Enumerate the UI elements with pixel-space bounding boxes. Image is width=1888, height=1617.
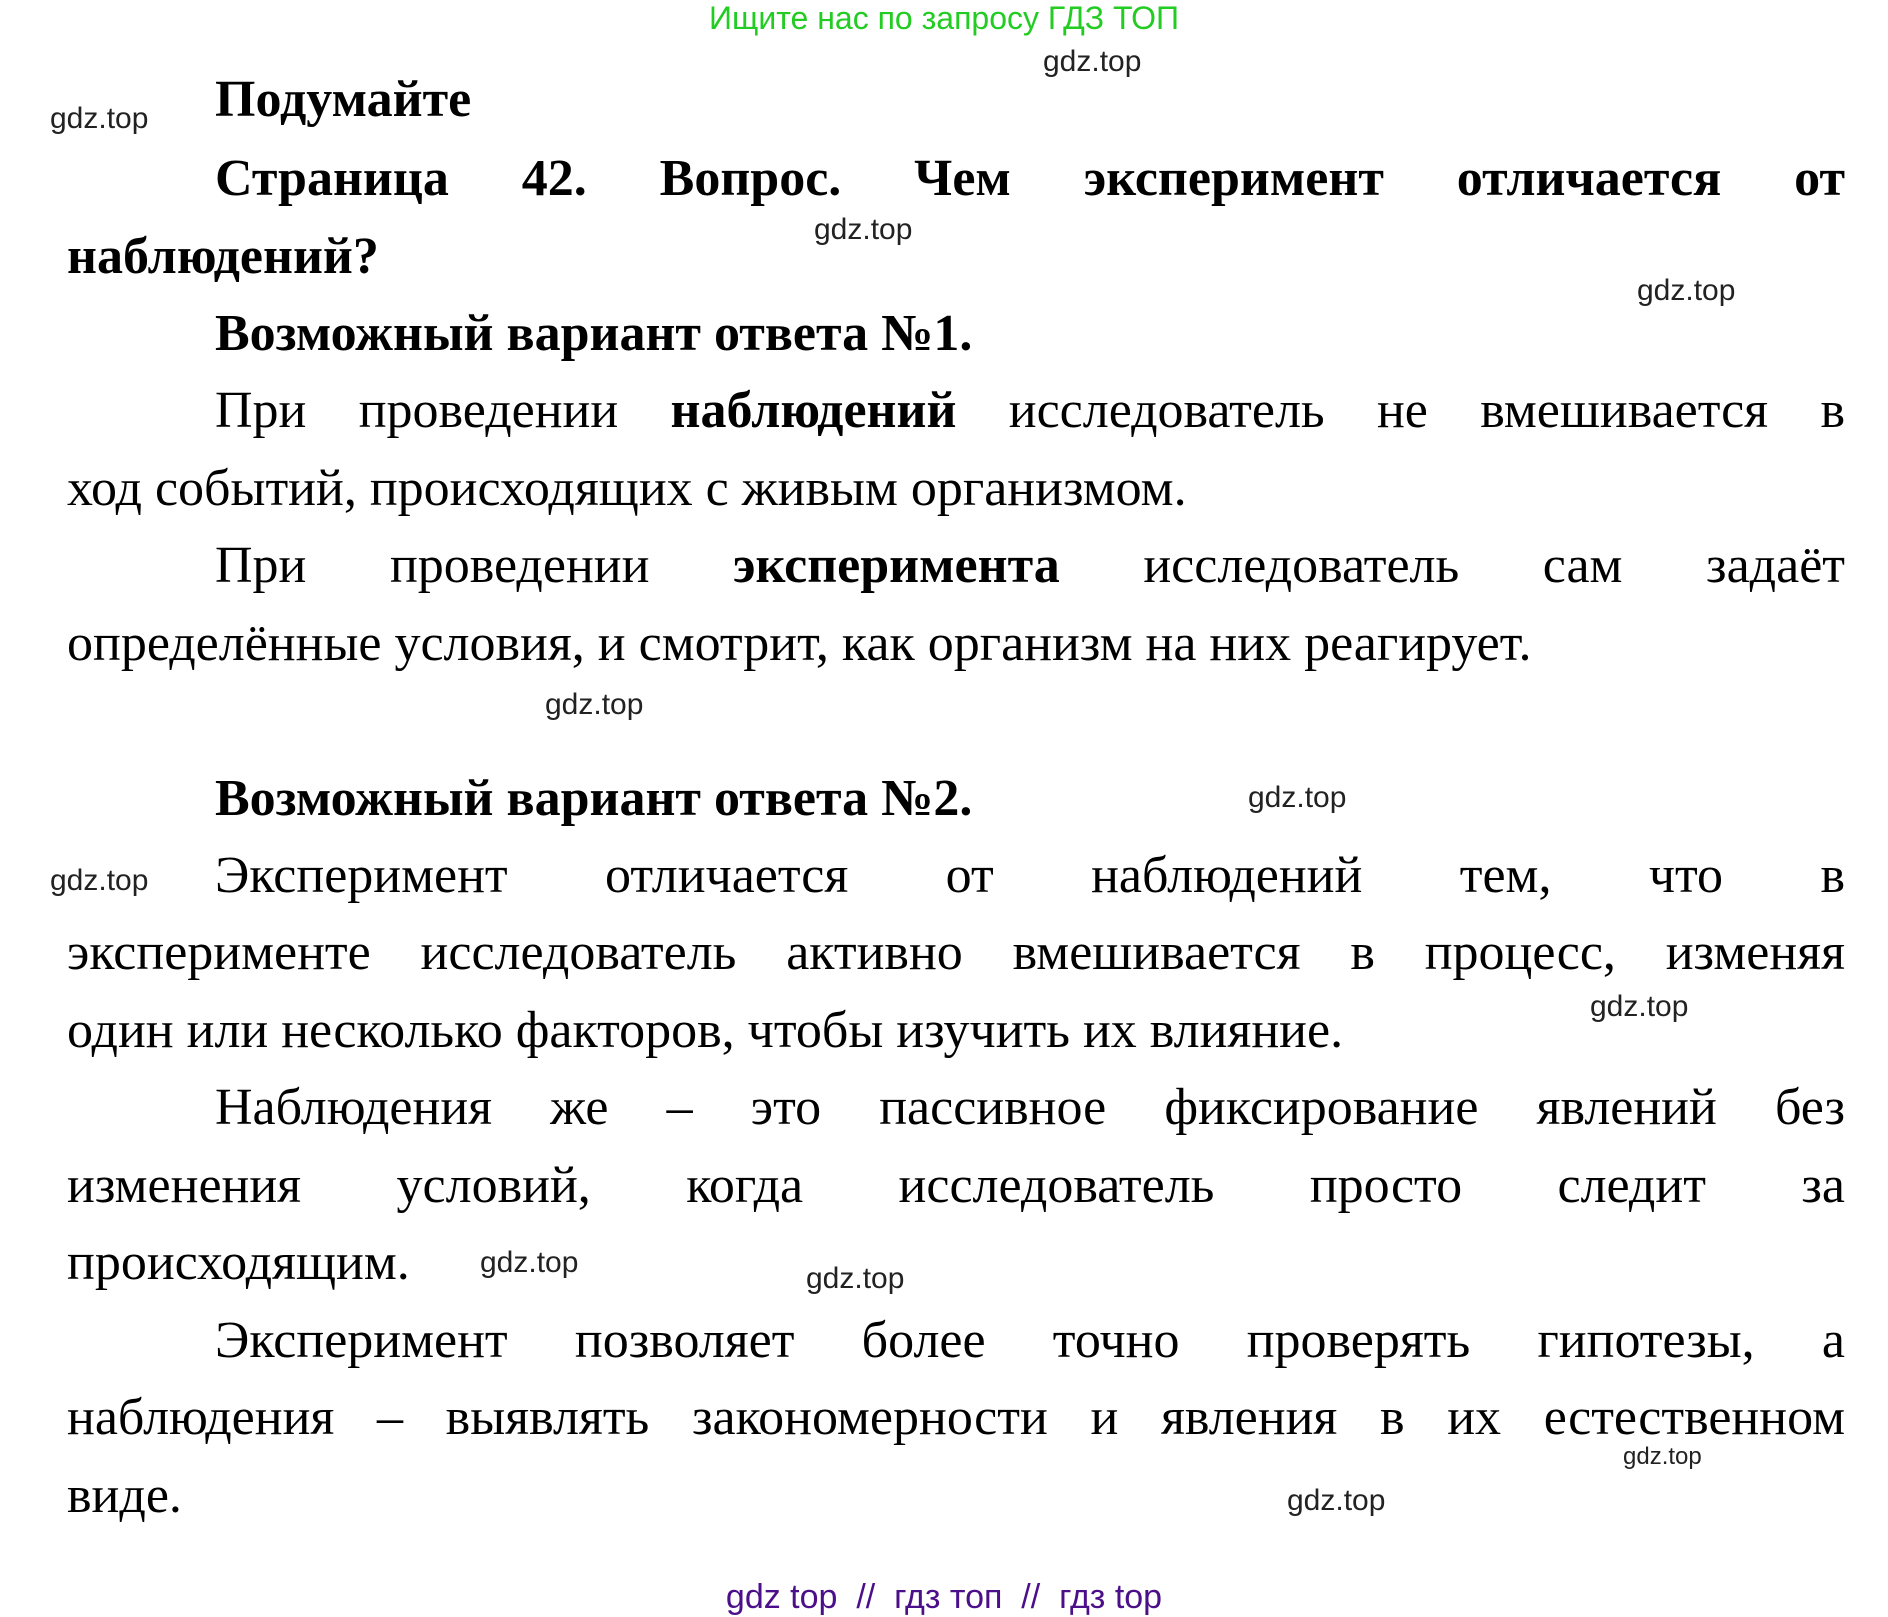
bold-term: наблюдений: [670, 382, 957, 439]
answer2-line: наблюдения – выявлять закономерности и явления в их естественном: [67, 1389, 1845, 1446]
watermark: gdz.top: [814, 213, 913, 246]
watermark: gdz.top: [1043, 45, 1142, 78]
question-line-1: Страница 42. Вопрос. Чем эксперимент отличается от: [215, 150, 1845, 207]
watermark: gdz.top: [545, 688, 644, 721]
watermark: gdz.top: [1637, 274, 1736, 307]
footer-links: gdz top // гдз топ // гдз top: [725, 1578, 1163, 1616]
answer2-line: происходящим.: [67, 1234, 410, 1291]
answer1-p2-line2: определённые условия, и смотрит, как организм на них реагирует.: [67, 615, 1532, 672]
answer2-line: эксперименте исследователь активно вмешивается в процесс, изменяя: [67, 924, 1845, 981]
watermark: gdz.top: [480, 1246, 579, 1279]
search-banner: Ищите нас по запросу ГДЗ ТОП: [709, 0, 1179, 36]
text: исследователь не вмешивается в: [956, 382, 1845, 439]
question-line-2: наблюдений?: [67, 228, 379, 285]
watermark: gdz.top: [1287, 1484, 1386, 1517]
text: исследователь сам задаёт: [1059, 537, 1845, 594]
answer1-p1-line2: ход событий, происходящих с живым организмом.: [67, 460, 1187, 517]
answer2-line: виде.: [67, 1467, 182, 1524]
text: При проведении: [215, 537, 733, 594]
answer2-heading: Возможный вариант ответа №2.: [215, 770, 973, 827]
answer2-line: Наблюдения же – это пассивное фиксирование явлений без: [215, 1079, 1845, 1136]
answer1-heading: Возможный вариант ответа №1.: [215, 305, 973, 362]
watermark: gdz.top: [50, 864, 149, 897]
watermark: gdz.top: [1590, 990, 1689, 1023]
answer2-line: Эксперимент позволяет более точно проверять гипотезы, а: [215, 1312, 1845, 1369]
answer1-p2-line1: [215, 537, 1845, 594]
watermark: gdz.top: [1248, 781, 1347, 814]
text: При проведении: [215, 382, 671, 439]
watermark: gdz.top: [806, 1262, 905, 1295]
watermark: gdz.top: [50, 102, 149, 135]
watermark: gdz.top: [1623, 1443, 1702, 1470]
answer2-line: изменения условий, когда исследователь просто следит за: [67, 1157, 1845, 1214]
answer1-p1-line1: [215, 382, 1845, 439]
bold-term: эксперимента: [733, 537, 1060, 594]
answer2-line: Эксперимент отличается от наблюдений тем, что в: [215, 847, 1845, 904]
answer2-line: один или несколько факторов, чтобы изучить их влияние.: [67, 1002, 1344, 1059]
section-title: Подумайте: [215, 71, 472, 128]
